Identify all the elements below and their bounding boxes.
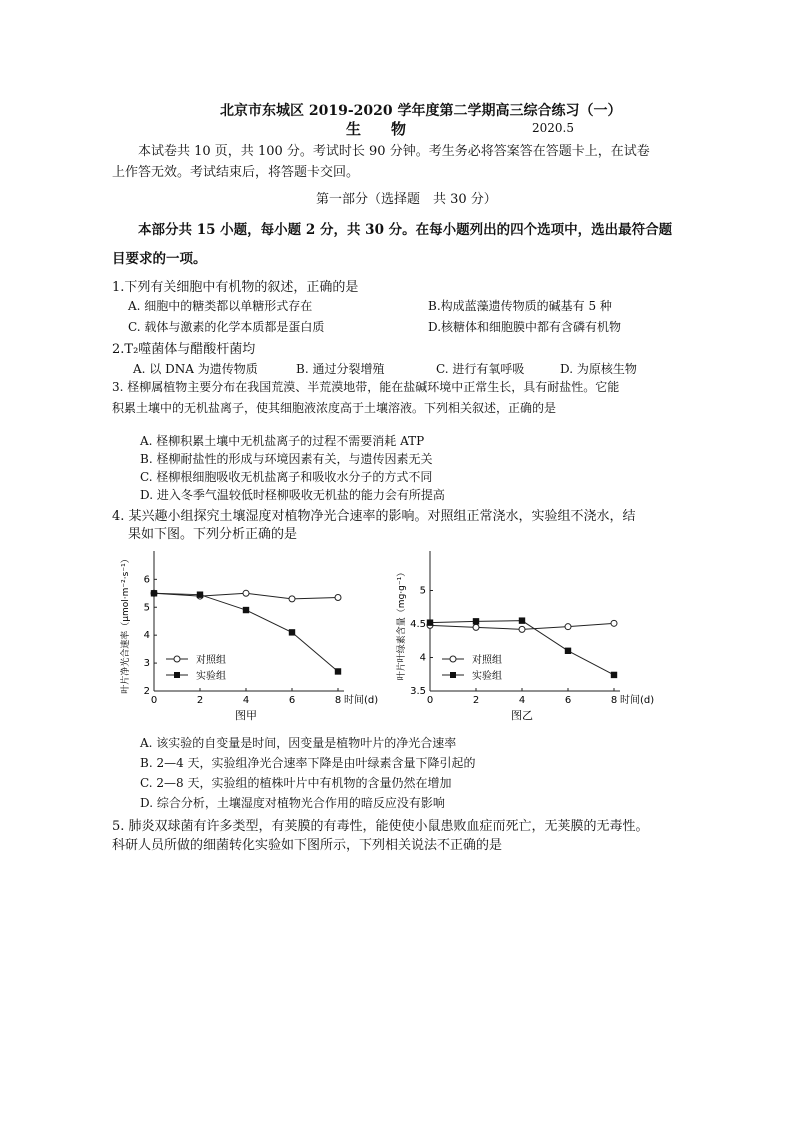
q5-stem-line-2: 科研人员所做的细菌转化实验如下图所示，下列相关说法不正确的是	[112, 838, 503, 853]
x-tick-label: 4	[518, 695, 526, 706]
chart-caption: 图乙	[511, 709, 533, 722]
series-line	[154, 593, 338, 671]
subject-label: 生 物	[346, 120, 407, 138]
q3-option-c: C. 柽柳根细胞吸收无机盐离子和吸收水分子的方式不同	[140, 470, 433, 484]
y-tick-label: 2	[143, 686, 150, 697]
q3-option-a: A. 柽柳积累土壤中无机盐离子的过程不需要消耗 ATP	[140, 434, 425, 448]
y-axis-label: 叶片叶绿素含量（mg·g⁻¹）	[397, 567, 407, 681]
data-point-control	[243, 590, 249, 596]
x-axis-label: 时间(d)	[620, 695, 655, 706]
legend-label: 对照组	[196, 655, 226, 666]
q4-stem-line-2: 果如下图。下列分析正确的是	[128, 527, 298, 542]
x-tick-label: 8	[610, 695, 618, 706]
q3-stem-line-2: 积累土壤中的无机盐离子，使其细胞液浓度高于土壤溶液。下列相关叙述，正确的是	[112, 401, 557, 415]
intro-line-1: 本试卷共 10 页，共 100 分。考试时长 90 分钟。考生务必将答案答在答题卡上，在试卷	[138, 144, 650, 159]
data-point-experiment	[519, 617, 525, 623]
x-tick-label: 6	[564, 695, 572, 706]
x-tick-label: 0	[150, 695, 158, 706]
x-tick-label: 0	[426, 695, 434, 706]
y-tick-label: 5	[419, 585, 426, 597]
q3-option-b: B. 柽柳耐盐性的形成与环境因素有关，与遗传因素无关	[140, 452, 433, 466]
chart-jia	[118, 543, 378, 725]
q1-stem: 1.下列有关细胞中有机物的叙述，正确的是	[112, 280, 359, 295]
q3-option-d: D. 进入冬季气温较低时柽柳吸收无机盐的能力会有所提高	[140, 488, 445, 502]
q2-stem: 2.T₂噬菌体与醋酸杆菌均	[112, 342, 256, 357]
data-point-experiment	[289, 629, 295, 635]
data-point-control	[289, 596, 295, 602]
legend-label: 实验组	[196, 671, 226, 682]
data-point-control	[565, 624, 571, 630]
part1-heading: 第一部分（选择题 共 30 分）	[316, 192, 497, 207]
legend-label: 实验组	[472, 671, 502, 682]
x-tick-label: 4	[242, 695, 250, 706]
data-point-experiment	[473, 618, 479, 624]
q1-option-c: C. 载体与激素的化学本质都是蛋白质	[128, 320, 325, 334]
y-tick-label: 5	[143, 602, 150, 614]
legend-marker-experiment	[450, 672, 456, 678]
q4-option-a: A. 该实验的自变量是时间，因变量是植物叶片的净光合速率	[140, 736, 457, 750]
part1-instruction-line-2: 目要求的一项。	[112, 251, 207, 267]
data-point-experiment	[427, 619, 433, 625]
q4-option-d: D. 综合分析，土壤湿度对植物光合作用的暗反应没有影响	[140, 796, 445, 810]
q2-option-b: B. 通过分裂增殖	[296, 362, 385, 376]
exam-date: 2020.5	[532, 121, 574, 135]
exam-title: 北京市东城区 2019-2020 学年度第二学期高三综合练习（一）	[220, 103, 622, 119]
x-tick-label: 2	[472, 695, 480, 706]
q3-stem-line-1: 3. 柽柳属植物主要分布在我国荒漠、半荒漠地带，能在盐碱环境中正常生长，具有耐盐性。它能	[112, 380, 620, 394]
x-tick-label: 8	[334, 695, 342, 706]
q5-stem-line-1: 5. 肺炎双球菌有许多类型，有荚膜的有毒性，能使使小鼠患败血症而死亡，无荚膜的无毒性。	[112, 819, 649, 834]
chart-caption: 图甲	[235, 709, 257, 722]
q4-option-c: C. 2—8 天，实验组的植株叶片中有机物的含量仍然在增加	[140, 776, 452, 790]
x-tick-label: 6	[288, 695, 296, 706]
data-point-control	[473, 624, 479, 630]
part1-instruction-line-1: 本部分共 15 小题，每小题 2 分，共 30 分。在每小题列出的四个选项中，选出最符合题	[138, 222, 673, 238]
data-point-experiment	[197, 591, 203, 597]
data-point-control	[335, 594, 341, 600]
y-tick-label: 3	[143, 658, 150, 670]
data-point-experiment	[151, 590, 157, 596]
legend-marker-experiment	[174, 672, 180, 678]
data-point-experiment	[565, 648, 571, 654]
legend-marker-control	[174, 656, 180, 662]
y-tick-label: 6	[143, 574, 150, 586]
legend-label: 对照组	[472, 655, 502, 666]
chart-yi	[388, 543, 664, 725]
q4-option-b: B. 2—4 天，实验组净光合速率下降是由叶绿素含量下降引起的	[140, 756, 476, 770]
q2-option-c: C. 进行有氧呼吸	[436, 362, 525, 376]
x-axis-label: 时间(d)	[344, 695, 378, 706]
q4-stem-line-1: 4. 某兴趣小组探究土壤湿度对植物净光合速率的影响。对照组正常浇水，实验组不浇水，结	[112, 509, 636, 524]
y-tick-label: 4	[419, 652, 426, 664]
data-point-experiment	[243, 607, 249, 613]
intro-line-2: 上作答无效。考试结束后，将答题卡交回。	[112, 165, 360, 180]
y-tick-label: 4.5	[410, 619, 426, 630]
y-tick-label: 4	[143, 630, 150, 642]
q2-option-d: D. 为原核生物	[560, 362, 637, 376]
data-point-control	[611, 620, 617, 626]
legend-marker-control	[450, 656, 456, 662]
q1-option-a: A. 细胞中的糖类都以单糖形式存在	[128, 299, 313, 313]
data-point-control	[519, 626, 525, 632]
q1-option-b: B.构成蓝藻遗传物质的碱基有 5 种	[428, 299, 612, 313]
data-point-experiment	[335, 668, 341, 674]
q1-option-d: D.核糖体和细胞膜中都有含磷有机物	[428, 320, 622, 334]
q2-option-a: A. 以 DNA 为遗传物质	[133, 362, 258, 376]
y-tick-label: 3.5	[410, 686, 426, 697]
y-axis-label: 叶片净光合速率（μmol·m⁻²·s⁻¹）	[121, 554, 131, 694]
x-tick-label: 2	[196, 695, 204, 706]
data-point-experiment	[611, 672, 617, 678]
